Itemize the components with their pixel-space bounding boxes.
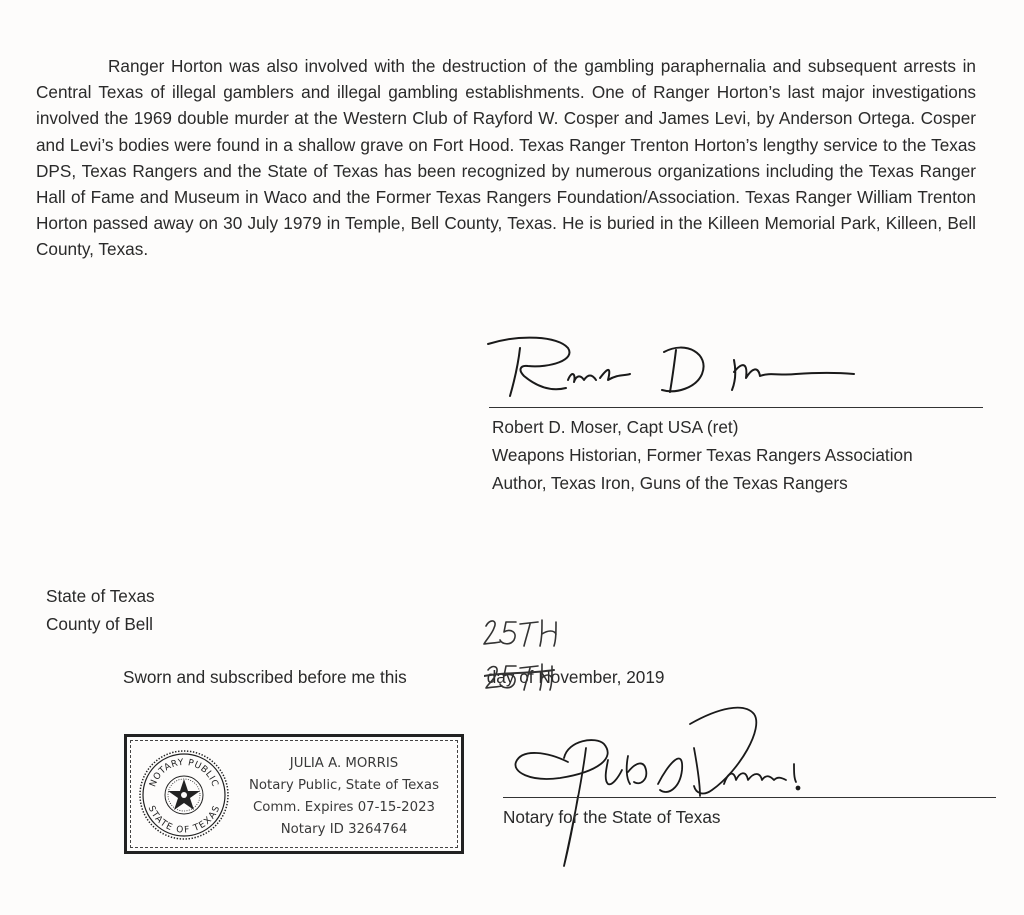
notary-seal-star-icon bbox=[137, 748, 231, 842]
notary-stamp-text bbox=[231, 753, 457, 841]
jurat-suffix: day of November, 2019 bbox=[486, 667, 665, 687]
handwritten-day-correction bbox=[482, 616, 562, 650]
seal-top-text: NOTARY PUBLIC bbox=[148, 757, 220, 789]
jurat-prefix: Sworn and subscribed before me this bbox=[123, 667, 407, 687]
svg-text:NOTARY PUBLIC bbox=[148, 758, 219, 789]
author-signature-icon bbox=[480, 330, 860, 410]
svg-text:STATE OF TEXAS bbox=[146, 804, 223, 835]
venue-county: County of Bell bbox=[46, 614, 154, 634]
venue-state: State of Texas bbox=[46, 586, 155, 606]
notary-signature-label: Notary for the State of Texas bbox=[503, 807, 721, 827]
notary-expiration: Comm. Expires 07-15-2023 bbox=[253, 800, 435, 815]
notary-name: JULIA A. MORRIS bbox=[289, 756, 399, 771]
notary-signature-line bbox=[503, 797, 996, 798]
narrative-paragraph: Ranger Horton was also involved with the destruction of the gambling paraphernalia and subsequent arrests in Central Texas of illegal gamblers and illegal gambling establishments. One of Ranger Horton’s last major investigations involved the 1969 double murder at the Western Club of Rayford W. Cosper and James Levi, by Anderson Ortega. Cosper and Levi’s bodies were found in a shallow grave on Fort Hood. Texas Ranger Trenton Horton’s lengthy service to the Texas DPS, Texas Rangers and the State of Texas has been recognized by numerous organizations including the Texas Ranger Hall of Fame and Museum in Waco and the Former Texas Rangers Foundation/Association. Texas Ranger William Trenton Horton passed away on 30 July 1979 in Temple, Bell County, Texas. He is buried in the Killeen Memorial Park, Killeen, Bell County, Texas. bbox=[36, 56, 976, 260]
notary-id: Notary ID 3264764 bbox=[280, 822, 408, 837]
author-name: Robert D. Moser, Capt USA (ret) bbox=[492, 417, 739, 437]
author-signature-block bbox=[492, 413, 913, 497]
narrative-text bbox=[36, 53, 976, 263]
notary-stamp bbox=[124, 734, 464, 854]
author-signature-line bbox=[489, 407, 983, 408]
venue-block bbox=[46, 582, 155, 638]
notary-signature-icon bbox=[508, 700, 858, 872]
author-title: Weapons Historian, Former Texas Rangers Association bbox=[492, 445, 913, 465]
struck-day-handwriting bbox=[484, 662, 556, 692]
jurat-line bbox=[123, 664, 664, 690]
notary-title: Notary Public, State of Texas bbox=[248, 778, 440, 793]
author-credit: Author, Texas Iron, Guns of the Texas Rangers bbox=[492, 473, 848, 493]
seal-bottom-text: STATE OF TEXAS bbox=[145, 804, 223, 836]
